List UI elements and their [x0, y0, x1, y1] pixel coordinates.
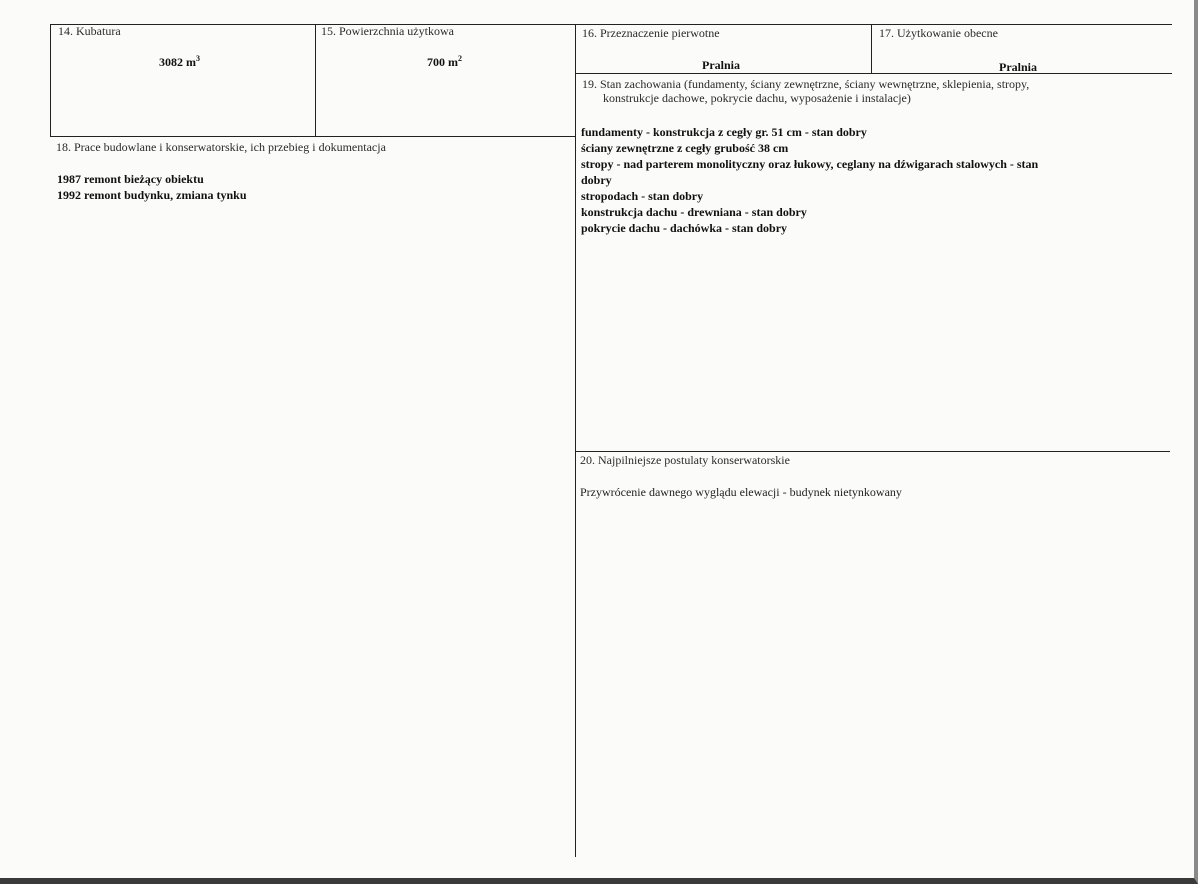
top-border-line: [50, 24, 1172, 25]
field-19-entry: dobry: [581, 173, 612, 187]
field-14-label: 14. Kubatura: [58, 24, 121, 38]
field-14-value: [159, 55, 200, 70]
column-divider-16-17: [871, 24, 872, 74]
field-15-value: [427, 55, 462, 70]
field-16-value: Pralnia: [702, 58, 740, 72]
field-19-entry: stropodach - stan dobry: [581, 189, 704, 203]
field-19-label-line-1: 19. Stan zachowania (fundamenty, ściany zewnętrzne, ściany wewnętrzne, sklepienia, stropy,: [582, 77, 1030, 91]
field-18-entry: 1992 remont budynku, zmiana tynku: [57, 188, 247, 202]
field-18-entry: 1987 remont bieżący obiektu: [57, 172, 204, 186]
field-16-label: 16. Przeznaczenie pierwotne: [582, 26, 720, 40]
field-19-entry: pokrycie dachu - dachówka - stan dobry: [581, 221, 788, 235]
field-20-label: 20. Najpilniejsze postulaty konserwatorskie: [580, 453, 790, 467]
field-19-entry: ściany zewnętrzne z cegły grubość 38 cm: [581, 141, 789, 155]
field-15-label: 15. Powierzchnia użytkowa: [321, 24, 454, 38]
field-19-entries: [581, 124, 1038, 236]
field-19-label: [582, 77, 1029, 105]
row-divider-18: [50, 136, 575, 137]
field-17-label: 17. Użytkowanie obecne: [879, 26, 998, 40]
row-divider-16-17: [575, 73, 1172, 74]
field-19-entry: fundamenty - konstrukcja z cegły gr. 51 cm - stan dobry: [581, 125, 867, 139]
column-divider-left: [50, 24, 51, 137]
field-19-entry: konstrukcja dachu - drewniana - stan dobry: [581, 205, 807, 219]
field-19-label-line-2: konstrukcje dachowe, pokrycie dachu, wyposażenie i instalacje): [603, 91, 911, 105]
field-14-number: 3082 m: [159, 55, 196, 69]
row-divider-20: [575, 451, 1170, 452]
field-19-entry: stropy - nad parterem monolityczny oraz łukowy, ceglany na dźwigarach stalowych - stan: [581, 157, 1039, 171]
column-divider-main: [575, 24, 576, 857]
field-15-unit-exponent: 2: [458, 54, 462, 63]
field-20-text: Przywrócenie dawnego wyglądu elewacji - budynek nietynkowany: [580, 485, 902, 499]
field-14-unit-exponent: 3: [196, 54, 200, 63]
field-17-value: Pralnia: [999, 60, 1037, 74]
field-18-label: 18. Prace budowlane i konserwatorskie, ich przebieg i dokumentacja: [56, 140, 386, 154]
column-divider-14-15: [315, 24, 316, 137]
field-15-number: 700 m: [427, 55, 458, 69]
field-18-entries: [57, 171, 247, 203]
